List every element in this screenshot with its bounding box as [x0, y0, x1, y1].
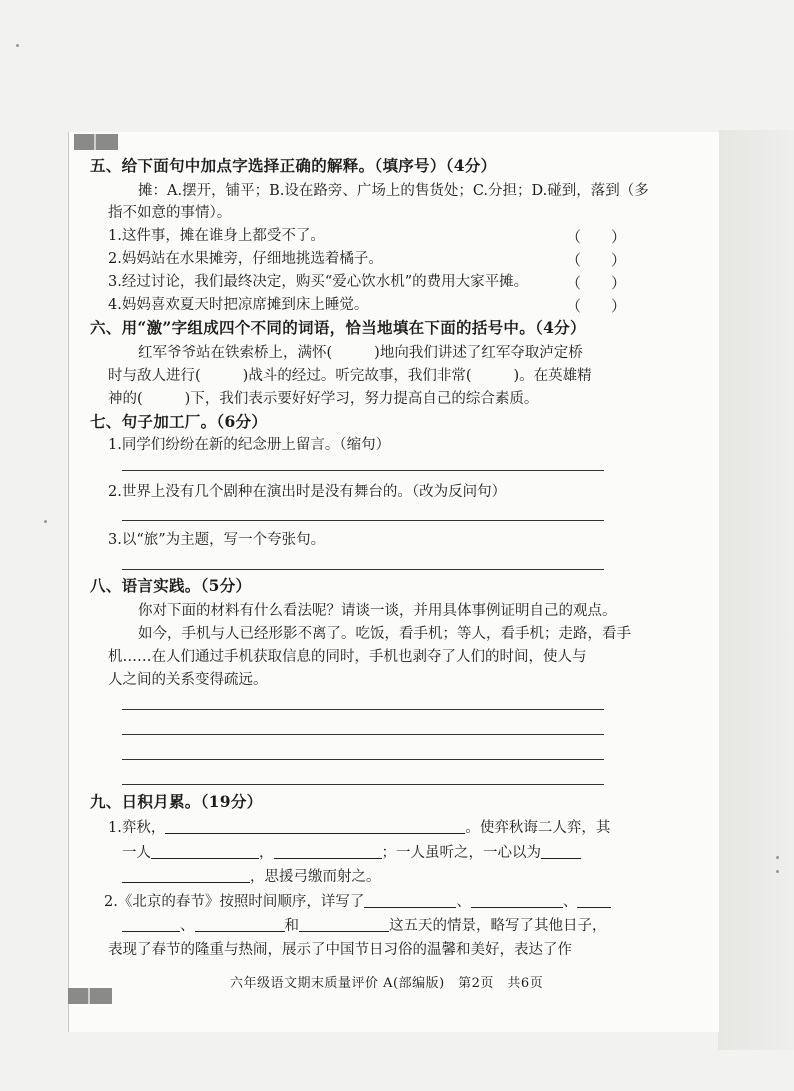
question-7-1: 1.同学们纷纷在新的纪念册上留言。（缩句） — [108, 437, 391, 453]
text-fragment: )。在英雄精 — [513, 368, 592, 384]
text-fragment: 一人 — [122, 845, 151, 861]
text-fragment: )下，我们表示要好好学习，努力提高自己的综合素质。 — [184, 391, 539, 407]
fill-blank[interactable] — [541, 844, 581, 859]
answer-line[interactable] — [122, 759, 604, 760]
fill-blank[interactable] — [274, 844, 382, 859]
question-item: 4.妈妈喜欢夏天时把凉席摊到床上睡觉。 — [108, 297, 369, 313]
question-9-1-line-1 — [108, 818, 610, 838]
text-fragment: )战斗的经过。听完故事，我们非常( — [242, 368, 472, 384]
answer-line[interactable] — [122, 709, 604, 710]
fill-blank[interactable] — [195, 917, 285, 932]
section-5-heading: 五、给下面句中加点字选择正确的解释。（填序号）（4分） — [90, 156, 497, 175]
scan-speck — [16, 44, 19, 47]
text-fragment: 时与敌人进行( — [108, 368, 201, 384]
fill-blank[interactable] — [577, 893, 611, 908]
material-line-1: 如今，手机与人已经形影不离了。吃饭，看手机；等人，看手机；走路，看手 — [138, 626, 631, 642]
text-fragment: 这五天的情景，略写了其他日子， — [389, 918, 607, 934]
text-fragment: 。使弈秋诲二人弈，其 — [465, 820, 611, 836]
question-9-2-line-2 — [122, 916, 607, 936]
fill-blank[interactable] — [364, 893, 456, 908]
page-footer: 六年级语文期末质量评价 A(部编版) 第2页 共6页 — [230, 976, 544, 991]
text-fragment: )地向我们讲述了红军夺取泸定桥 — [374, 345, 583, 361]
material-line-2: 机……在人们通过手机获取信息的同时，手机也剥夺了人们的时间，使人与 — [108, 649, 587, 665]
fill-line-2 — [108, 366, 592, 386]
text-fragment: 、 — [562, 894, 578, 910]
text-fragment: 红军爷爷站在铁索桥上，满怀( — [138, 345, 333, 361]
question-item: 1.这件事，摊在谁身上都受不了。 — [108, 228, 325, 244]
answer-parens[interactable]: （ ） — [566, 274, 627, 292]
section-8-heading: 八、语言实践。（5分） — [90, 576, 252, 595]
fill-line-1 — [138, 343, 583, 363]
definition-line-2: 指不如意的事情）。 — [108, 205, 232, 221]
text-fragment: 和 — [284, 918, 299, 934]
registration-mark-top — [74, 134, 118, 150]
scan-speck — [776, 870, 779, 873]
fill-blank[interactable] — [122, 917, 180, 932]
text-fragment: ，思援弓缴而射之。 — [250, 869, 381, 885]
text-fragment: ；一人虽听之，一心以为 — [381, 845, 541, 861]
answer-parens[interactable]: （ ） — [566, 228, 627, 246]
fill-blank[interactable] — [299, 917, 389, 932]
fill-blank[interactable] — [151, 844, 259, 859]
answer-line[interactable] — [122, 470, 604, 471]
answer-line[interactable] — [122, 520, 604, 521]
answer-line[interactable] — [122, 569, 604, 570]
question-9-1-line-2 — [122, 843, 581, 863]
fill-blank[interactable] — [471, 893, 563, 908]
definition-line-1: 摊：A.摆开，铺平；B.设在路旁、广场上的售货处；C.分担；D.碰到，落到（多 — [138, 183, 649, 199]
material-line-3: 人之间的关系变得疏远。 — [108, 672, 268, 688]
fill-blank[interactable] — [122, 868, 250, 883]
section-7-heading: 七、句子加工厂。（6分） — [90, 412, 268, 431]
answer-parens[interactable]: （ ） — [566, 297, 627, 315]
question-item: 2.妈妈站在水果摊旁，仔细地挑选着橘子。 — [108, 251, 383, 267]
section-9-heading: 九、日积月累。（19分） — [90, 792, 263, 811]
text-fragment: 、 — [180, 918, 195, 934]
question-9-2-line-3: 表现了春节的隆重与热闹，展示了中国节日习俗的温馨和美好，表达了作 — [108, 942, 572, 958]
text-fragment: 神的( — [108, 391, 143, 407]
section-6-heading: 六、用“激”字组成四个不同的词语，恰当地填在下面的括号中。（4分） — [90, 318, 586, 337]
prompt-text: 你对下面的材料有什么看法呢？请谈一谈，并用具体事例证明自己的观点。 — [138, 603, 617, 619]
answer-line[interactable] — [122, 734, 604, 735]
question-7-3: 3.以“旅”为主题，写一个夸张句。 — [108, 532, 326, 548]
question-9-2-line-1 — [104, 892, 611, 912]
question-9-1-line-3 — [122, 867, 381, 887]
answer-line[interactable] — [122, 784, 604, 785]
fill-line-3 — [108, 389, 538, 409]
scan-margin-strip — [718, 130, 794, 1050]
fill-blank[interactable] — [165, 819, 465, 834]
text-fragment: ， — [259, 845, 274, 861]
scan-speck — [776, 856, 779, 859]
question-item: 3.经过讨论，我们最终决定，购买“爱心饮水机”的费用大家平摊。 — [108, 274, 529, 290]
question-7-2: 2.世界上没有几个剧种在演出时是没有舞台的。（改为反问句） — [108, 484, 507, 500]
text-fragment: 、 — [456, 894, 471, 910]
text-fragment: 2.《北京的春节》按照时间顺序，详写了 — [104, 894, 365, 910]
answer-parens[interactable]: （ ） — [566, 251, 627, 269]
scan-speck — [44, 520, 47, 523]
registration-mark-bottom — [68, 988, 112, 1004]
text-fragment: 1.弈秋， — [108, 820, 166, 836]
